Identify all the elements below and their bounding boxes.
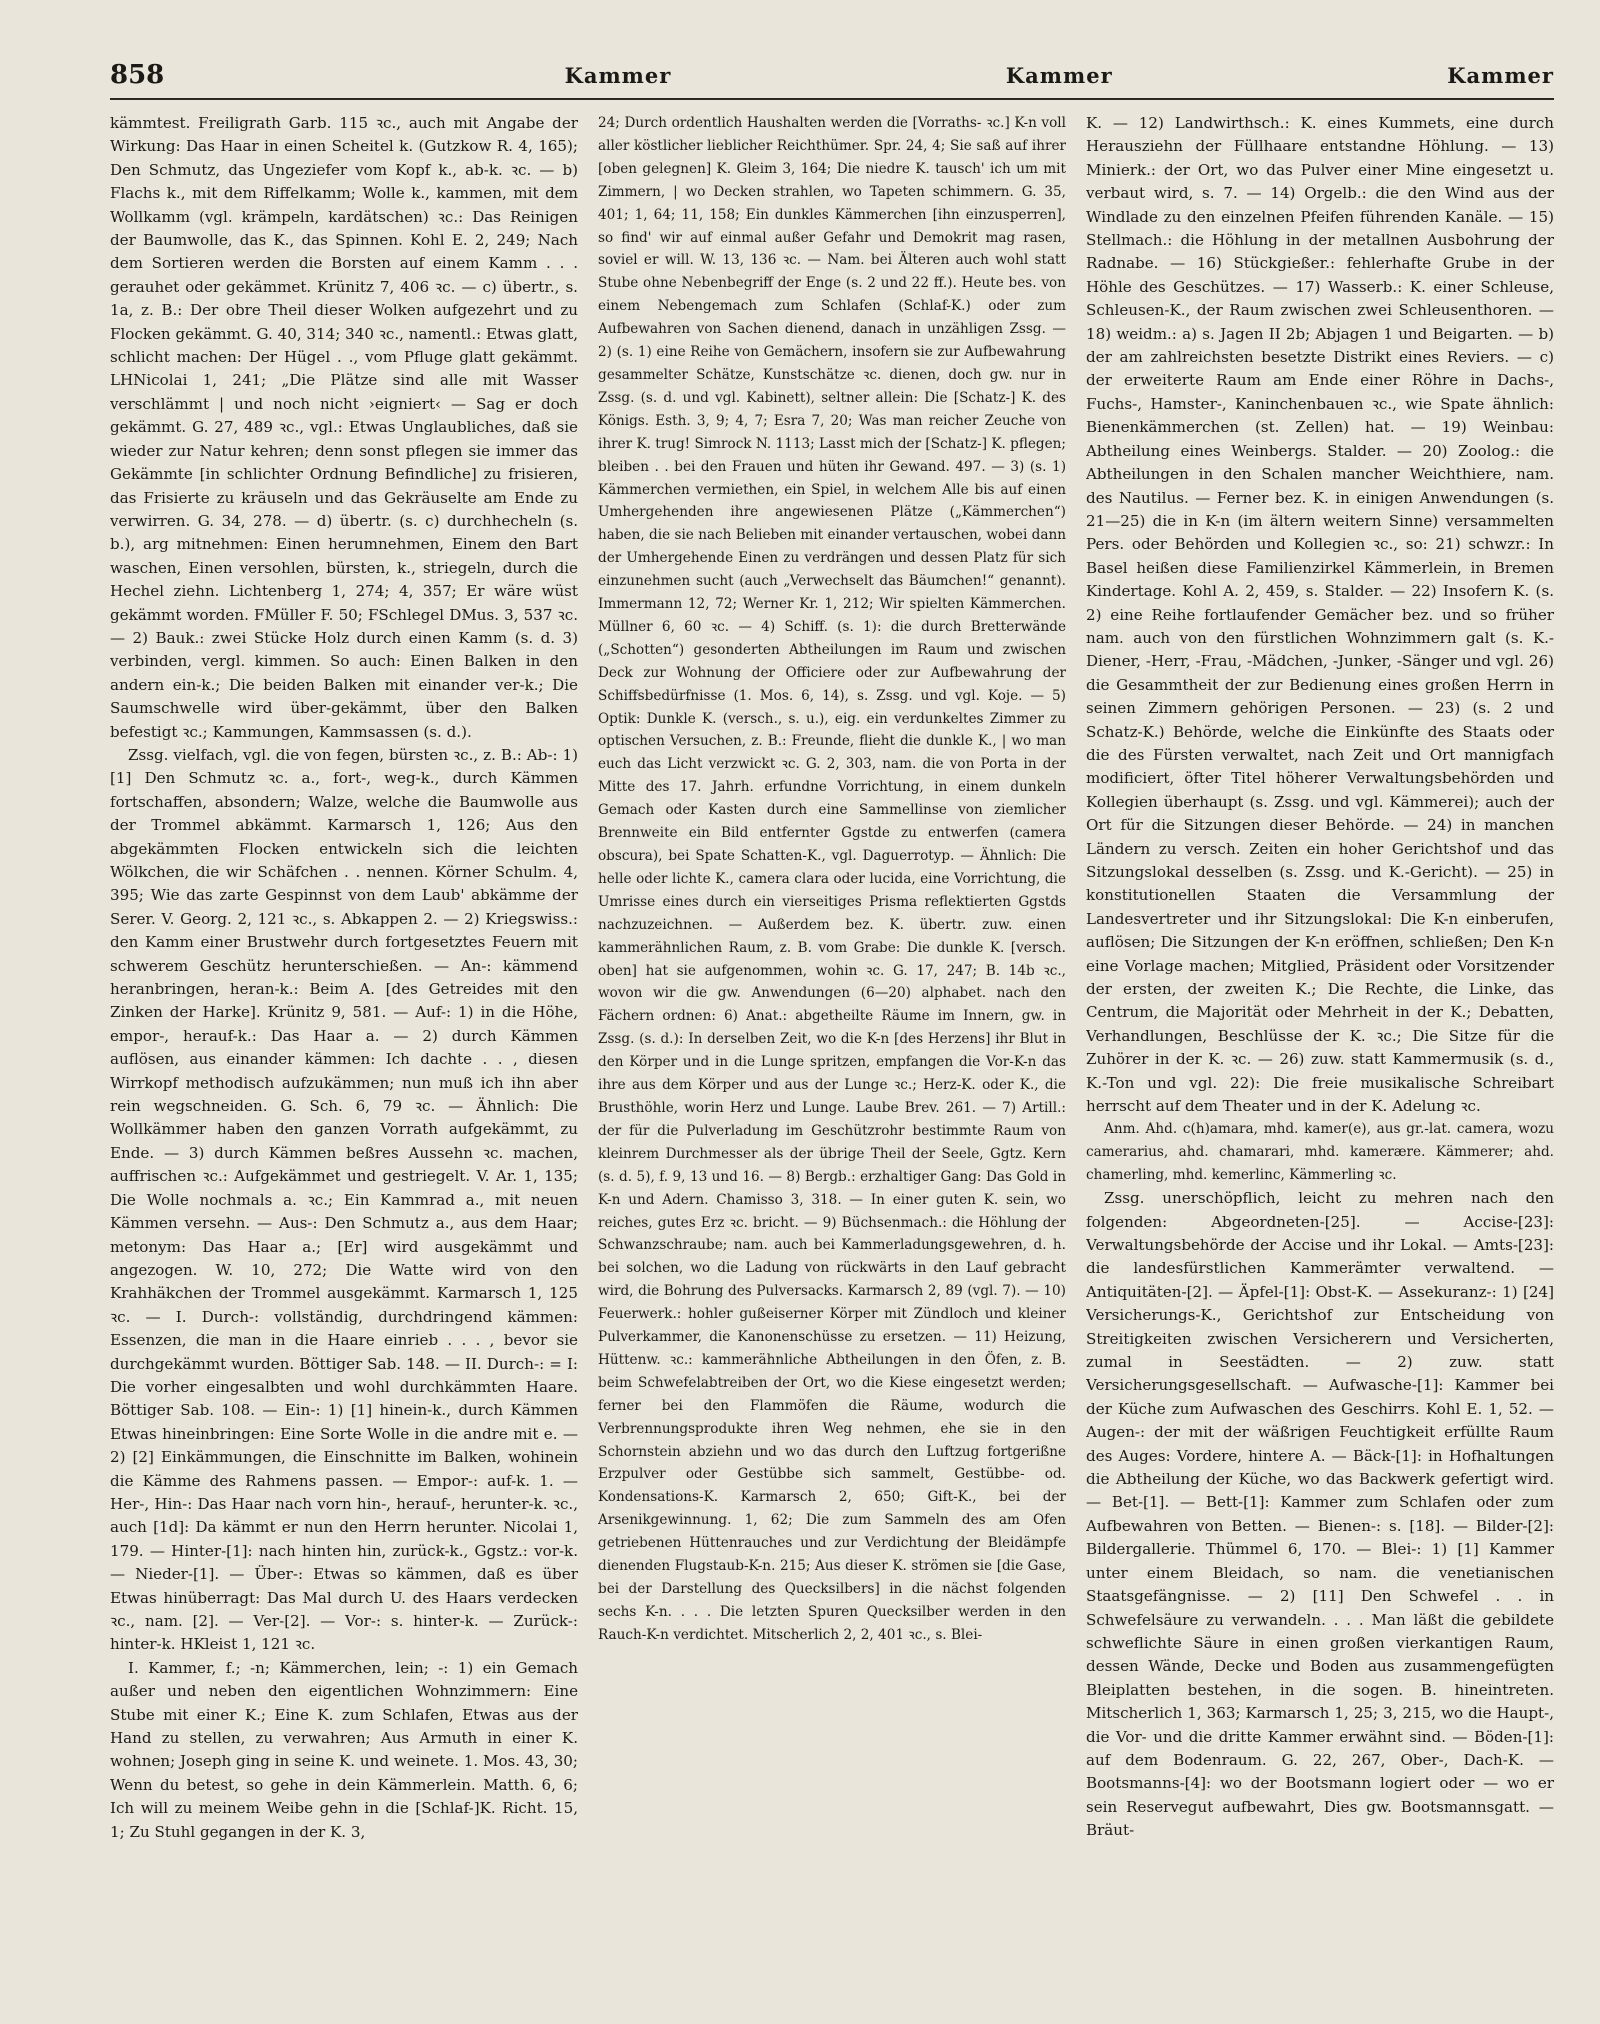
page-header [110,58,1554,92]
column-3 [1086,112,1554,1988]
column-3-paragraph: K. — 12) Landwirthsch.: K. eines Kummets, eine durch Herausziehn der Füllhaare entstandne Höhlung. — 13) Minierk.: der Ort, wo das Pulver einer Mine eingesetzt u. verbaut wird, s. 7. — 14) Orgelb.: die den Wind aus der Windlade zu den einzelnen Pfeifen führenden Kanäle. — 15) Stellmach.: die Höhlung in der metallnen Ausbohrung der Radnabe. — 16) Stückgießer.: fehlerhafte Grube in der Höhle des Geschützes. — 17) Wasserb.: K. einer Schleuse, Schleusen-K., der Raum zwischen zwei Schleusenthoren. — 18) weidm.: a) s. Jagen II 2b; Abjagen 1 und Beigarten. — b) der am zahlreichsten besetzte Distrikt eines Reviers. — c) der erweiterte Raum am Ende einer Röhre in Dachs-, Fuchs-, Hamster-, Kaninchenbauen ꝛc., wie Spate ähnlich: Bienenkämmerchen (st. Zellen) hat. — 19) Weinbau: Abtheilung eines Weinbergs. Stalder. — 20) Zoolog.: die Abtheilungen in den Schalen mancher Weichthiere, nam. des Nautilus. — Ferner bez. K. in einigen Anwendungen (s. 21—25) die in K-n (im ältern weitern Sinne) versammelten Pers. oder Behörden und Kollegien ꝛc., so: 21) schwzr.: In Basel heißen diese Familienzirkel Kämmerlein, in Bremen Kindertage. Kohl A. 2, 459, s. Stalder. — 22) Insofern K. (s. 2) eine Reihe fortlaufender Gemächer bez. und so früher nam. auch von den fürstlichen Wohnzimmern galt (s. K.-Diener, -Herr, -Frau, -Mädchen, -Junker, -Sänger und vgl. 26) die Gesammtheit der zur Bedienung eines großen Herrn in seinen Zimmern gehörigen Personen. — 23) (s. 2 und Schatz-K.) Behörde, welche die Einkünfte des Staats oder die des Fürsten verwaltet, nach Zeit und Ort mannigfach modificiert, öfter Titel höherer Verwaltungsbehörden und Kollegien überhaupt (s. Zssg. und vgl. Kämmerei); auch der Ort für die Sitzungen dieser Behörde. — 24) in manchen Ländern zu versch. Zeiten ein hoher Gerichtshof und das Sitzungslokal desselben (s. Zssg. und K.-Gericht). — 25) in konstitutionellen Staaten die Versammlung der Landesvertreter und ihr Sitzungslokal: Die K-n einberufen, auflösen; Die Sitzungen der K-n eröffnen, schließen; Den K-n eine Vorlage machen; Mitglied, Präsident oder Vorsitzender der ersten, der zweiten K.; Die Rechte, die Linke, das Centrum, die Majorität oder Mehrheit in der K.; Debatten, Verhandlungen, Beschlüsse der K. ꝛc.; Die Sitze für die Zuhörer in der K. ꝛc. — 26) zuw. statt Kammermusik (s. d., K.-Ton und vgl. 22): Die freie musikalische Schreibart herrscht auf dem Theater und in der K. Adelung ꝛc. [1086,114,1554,1116]
column-3-note: Anm. Ahd. c(h)amara, mhd. kamer(e), aus gr.-lat. camera, wozu camerarius, ahd. chamarari, mhd. kamerære. Kämmerer; ahd. chamerling, mhd. kemerlinc, Kämmerling ꝛc. [1086,1121,1554,1184]
column-1-paragraph: kämmtest. Freiligrath Garb. 115 ꝛc., auch mit Angabe der Wirkung: Das Haar in einen Scheitel k. (Gutzkow R. 4, 165); Den Schmutz, das Ungeziefer vom Kopf k., ab-k. ꝛc. — b) Flachs k., mit dem Riffelkamm; Wolle k., kammen, mit dem Wollkamm (vgl. krämpeln, kardätschen) ꝛc.: Das Reinigen der Baumwolle, das K., das Spinnen. Kohl E. 2, 249; Nach dem Sortieren werden die Borsten auf einem Kamm . . . gerauhet oder gekämmet. Krünitz 7, 406 ꝛc. — c) übertr., s. 1a, z. B.: Der obre Theil dieser Wolken aufgezehrt und zu Flocken gekämmt. G. 40, 314; 340 ꝛc., namentl.: Etwas glatt, schlicht machen: Der Hügel . ., vom Pfluge glatt gekämmt. LHNicolai 1, 241; „Die Plätze sind alle mit Wasser verschlämmt | und noch nicht ›eigniert‹ — Sag er doch gekämmt. G. 27, 489 ꝛc., vgl.: Etwas Unglaubliches, daß sie wieder zur Natur kehren; denn sonst pflegen sie immer das Gekämmte [in schlichter Ordnung Befindliche] zu frisieren, das Frisierte zu kräuseln und das Gekräuselte am Ende zu verwirren. G. 34, 278. — d) übertr. (s. c) durchhecheln (s. b.), arg mitnehmen: Einen herumnehmen, Einem den Bart waschen, Einen versohlen, bürsten, k., striegeln, durch die Hechel ziehn. Lichtenberg 1, 274; 4, 357; Er wäre wüst gekämmt worden. FMüller F. 50; FSchlegel DMus. 3, 537 ꝛc. — 2) Bauk.: zwei Stücke Holz durch einen Kamm (s. d. 3) verbinden, vergl. kimmen. So auch: Einen Balken in den andern ein-k.; Die beiden Balken mit einander ver-k.; Die Saumschwelle wird über-gekämmt, über den Balken befestigt ꝛc.; Kammungen, Kammsassen (s. d.). [110,114,578,741]
column-2 [598,112,1066,1988]
column-1-paragraph: I. Kammer, f.; -n; Kämmerchen, lein; -: 1) ein Gemach außer und neben den eigentlichen Wohnzimmern: Eine Stube mit einer K.; Eine K. zum Schlafen, Etwas aus der Hand zu stellen, zu verwahren; Aus Armuth in einer K. wohnen; Joseph ging in seine K. und weinete. 1. Mos. 43, 30; Wenn du betest, so gehe in dein Kämmerlein. Matth. 6, 6; Ich will zu meinem Weibe gehn in die [Schlaf-]K. Richt. 15, 1; Zu Stuhl gegangen in der K. 3, [110,1658,578,1841]
page-number: 858 [110,60,165,90]
column-1 [110,112,578,1988]
column-1-paragraph: Zssg. vielfach, vgl. die von fegen, bürsten ꝛc., z. B.: Ab-: 1) [1] Den Schmutz ꝛc. a., fort-, weg-k., durch Kämmen fortschaffen, absondern; Walze, welche die Baumwolle aus der Trommel abkämmt. Karmarsch 1, 126; Aus den abgekämmten Flocken entwickeln sich die leichten Wölkchen, die wir Schäfchen . . nennen. Körner Schulm. 4, 395; Wie das zarte Gespinnst von dem Laub' abkämme der Serer. V. Georg. 2, 121 ꝛc., s. Abkappen 2. — 2) Kriegswiss.: den Kamm einer Brustwehr durch fortgesetztes Feuern mit schwerem Geschütz herunterschießen. — An-: kämmend heranbringen, heran-k.: Beim A. [des Getreides mit den Zinken der Harke]. Krünitz 9, 581. — Auf-: 1) in die Höhe, empor-, herauf-k.: Das Haar a. — 2) durch Kämmen auflösen, aus einander kämmen: Ich dachte . . , diesen Wirrkopf methodisch aufzukämmen; nun muß ich ihn aber rein wegschneiden. G. Sch. 6, 79 ꝛc. — Ähnlich: Die Wollkämmer haben den ganzen Vorrath aufgekämmt, zu Ende. — 3) durch Kämmen beßres Aussehn ꝛc. machen, auffrischen ꝛc.: Aufgekämmet und gestriegelt. V. Ar. 1, 135; Die Wolle nochmals a. ꝛc.; Ein Kammrad a., mit neuen Kämmen versehn. — Aus-: Den Schmutz a., aus dem Haar; metonym: Das Haar a.; [Er] wird ausgekämmt und angezogen. W. 10, 272; Die Watte wird von den Krahhäkchen der Trommel ausgekämmt. Karmarsch 1, 125 ꝛc. — I. Durch-: vollständig, durchdringend kämmen: Essenzen, die man in die Haare einrieb . . . , bevor sie durchgekämmt wurden. Böttiger Sab. 148. — II. Durch-: = I: Die vorher eingesalbten und wohl durchkämmten Haare. Böttiger Sab. 108. — Ein-: 1) [1] hinein-k., durch Kämmen Etwas hineinbringen: Eine Sorte Wolle in die andre mit e. — 2) [2] Einkämmungen, die Einschnitte im Balken, wohinein die Kämme des Rahmens passen. — Empor-: auf-k. 1. — Her-, Hin-: Das Haar nach vorn hin-, herauf-, herunter-k. ꝛc., auch [1d]: Da kämmt er nun den Herrn herunter. Nicolai 1, 179. — Hinter-[1]: nach hinten hin, zurück-k., Ggstz.: vor-k. — Nieder-[1]. — Über-: Etwas so kämmen, daß es über Etwas hinüberragt: Das Mal durch U. des Haars verdecken ꝛc., nam. [2]. — Ver-[2]. — Vor-: s. hinter-k. — Zurück-: hinter-k. HKleist 1, 121 ꝛc. [110,745,578,1654]
column-3-paragraph: Zssg. unerschöpflich, leicht zu mehren nach den folgenden: Abgeordneten-[25]. — Accise-[23]: Verwaltungsbehörde der Accise und ihr Lokal. — Amts-[23]: die landesfürstlichen Kammerämter verwaltend. — Antiquitäten-[2]. — Äpfel-[1]: Obst-K. — Assekuranz-: 1) [24] Versicherungs-K., Gerichtshof zur Entscheidung von Streitigkeiten zwischen Versicherern und Versicherten, zumal in Seestädten. — 2) zuw. statt Versicherungsgesellschaft. — Aufwasche-[1]: Kammer bei der Küche zum Aufwaschen des Geschirrs. Kohl E. 1, 52. — Augen-: der mit der wäßrigen Feuchtigkeit erfüllte Raum des Auges: Vordere, hintere A. — Bäck-[1]: in Hofhaltungen die Abtheilung der Küche, wo das Backwerk gefertigt wird. — Bet-[1]. — Bett-[1]: Kammer zum Schlafen oder zum Aufbewahren von Betten. — Bienen-: s. [18]. — Bilder-[2]: Bildergallerie. Thümmel 6, 170. — Blei-: 1) [1] Kammer unter einem Bleidach, so nam. die venetianischen Staatsgefängnisse. — 2) [11] Den Schwefel . . in Schwefelsäure zu verwandeln. . . . Man läßt die gebildete schweflichte Säure in einen großen vierkantigen Raum, dessen Wände, Decke und Boden aus zusammengefügten Bleiplatten bestehen, in die sogen. B. hineintreten. Mitscherlich 1, 363; Karmarsch 1, 25; 3, 215, wo die Haupt-, die Vor- und die dritte Kammer erwähnt sind. — Böden-[1]: auf dem Bodenraum. G. 22, 267, Ober-, Dach-K. — Bootsmanns-[4]: wo der Bootsmann logiert oder — wo er sein Reservegut aufbewahrt, Dies gw. Bootsmannsgatt. — Bräut- [1086,1189,1554,1840]
catchword-center: Kammer [1005,62,1113,88]
text-columns [110,112,1554,1988]
column-2-paragraph: 24; Durch ordentlich Haushalten werden die [Vorraths- ꝛc.] K-n voll aller köstlicher lieblicher Reichthümer. Spr. 24, 4; Sie saß auf ihrer [oben gelegnen] K. Gleim 3, 164; Die niedre K. tausch' ich um mit Zimmern, | wo Decken strahlen, wo Tapeten schimmern. G. 35, 401; 1, 64; 11, 158; Ein dunkles Kämmerchen [ihn einzusperren], so find' wir auf einmal außer Gefahr und Demokrit mag rasen, soviel er will. W. 13, 136 ꝛc. — Nam. bei Älteren auch wohl statt Stube ohne Nebenbegriff der Enge (s. 2 und 22 ff.). Heute bes. von einem Nebengemach zum Schlafen (Schlaf-K.) oder zum Aufbewahren von Sachen dienend, danach in unzähligen Zssg. — 2) (s. 1) eine Reihe von Gemächern, insofern sie zur Aufbewahrung gesammelter Schätze, Kunstschätze ꝛc. dienen, doch gw. nur in Zssg. (s. d. und vgl. Kabinett), seltner allein: Die [Schatz-] K. des Königs. Esth. 3, 9; 4, 7; Esra 7, 20; Was man reicher Zeuche von ihrer K. trug! Simrock N. 1113; Lasst mich der [Schatz-] K. pflegen; bleiben . . bei den Frauen und hüten ihr Gewand. 497. — 3) (s. 1) Kämmerchen vermiethen, ein Spiel, in welchem Alle bis auf einen Umhergehenden ihre angewiesenen Plätze („Kämmerchen“) haben, die sie nach Belieben mit einander vertauschen, wobei dann der Umhergehende Einen zu verdrängen und dessen Platz für sich einzunehmen sucht (auch „Verwechselt das Bäumchen!“ genannt). Immermann 12, 72; Werner Kr. 1, 212; Wir spielten Kämmerchen. Müllner 6, 60 ꝛc. — 4) Schiff. (s. 1): die durch Bretterwände („Schotten“) gesonderten Abtheilungen im Raum und zwischen Deck zur Wohnung der Officiere oder zur Aufbewahrung der Schiffsbedürfnisse (1. Mos. 6, 14), s. Zssg. und vgl. Koje. — 5) Optik: Dunkle K. (versch., s. u.), eig. ein verdunkeltes Zimmer zu optischen Versuchen, z. B.: Freunde, flieht die dunkle K., | wo man euch das Licht verzwickt ꝛc. G. 2, 303, nam. die von Porta in der Mitte des 17. Jahrh. erfundne Vorrichtung, in einem dunkeln Gemach oder Kasten durch eine Sammellinse von ziemlicher Brennweite ein Bild entfernter Ggstde zu entwerfen (camera obscura), bei Spate Schatten-K., vgl. Daguerrotyp. — Ähnlich: Die helle oder lichte K., camera clara oder lucida, eine Vorrichtung, die Umrisse eines durch ein vierseitiges Prisma reflektierten Ggstds nachzuzeichnen. — Außerdem bez. K. übertr. zuw. einen kammerähnlichen Raum, z. B. vom Grabe: Die dunkle K. [versch. oben] hat sie aufgenommen, wohin ꝛc. G. 17, 247; B. 14b ꝛc., wovon wir die gw. Anwendungen (6—20) alphabet. nach den Fächern ordnen: 6) Anat.: abgetheilte Räume im Innern, gw. in Zssg. (s. d.): In derselben Zeit, wo die K-n [des Herzens] ihr Blut in den Körper und in die Lunge spritzen, empfangen die Vor-K-n das ihre aus dem Körper und aus der Lunge ꝛc.; Herz-K. oder K., die Brusthöhle, worin Herz und Lunge. Laube Brev. 261. — 7) Artill.: der für die Pulverladung im Geschützrohr bestimmte Raum von kleinrem Durchmesser als der übrige Theil der Seele, Ggtz. Kern (s. d. 5), f. 9, 13 und 16. — 8) Bergb.: erzhaltiger Gang: Das Gold in K-n und Adern. Chamisso 3, 318. — In einer guten K. sein, wo reiches, gutes Erz ꝛc. bricht. — 9) Büchsenmach.: die Höhlung der Schwanzschraube; nam. auch bei Kammerladungsgewehren, d. h. bei solchen, wo die Ladung von rückwärts in den Lauf gebracht wird, die Bohrung des Pulversacks. Karmarsch 2, 89 (vgl. 7). — 10) Feuerwerk.: hohler gußeiserner Körper mit Zündloch und kleiner Pulverkammer, die Kanonenschüsse zu ersetzen. — 11) Heizung, Hüttenw. ꝛc.: kammerähnliche Abtheilungen in den Öfen, z. B. beim Schwefelabtreiben der Ort, wo die Kiese eingesetzt werden; ferner bei den Flammöfen die Räume, wodurch die Verbrennungsprodukte ihren Weg nehmen, ehe sie in den Schornstein abziehn und wo das durch den Luftzug fortgerißne Erzpulver oder Gestübbe sich sammelt, Gestübbe- od. Kondensations-K. Karmarsch 2, 650; Gift-K., bei der Arsenikgewinnung. 1, 62; Die zum Sammeln des am Ofen getriebenen Hüttenrauches und zur Verdichtung der Bleidämpfe dienenden Flugstaub-K-n. 215; Aus dieser K. strömen sie [die Gase, bei der Darstellung des Quecksilbers] in die nächst folgenden sechs K-n. . . . Die letzten Spuren Quecksilber werden in den Rauch-K-n verdichtet. Mitscherlich 2, 2, 401 ꝛc., s. Blei- [598,115,1066,1643]
catchword-left: Kammer [564,62,672,88]
catchword-right: Kammer [1447,62,1554,88]
header-rule [110,98,1554,100]
